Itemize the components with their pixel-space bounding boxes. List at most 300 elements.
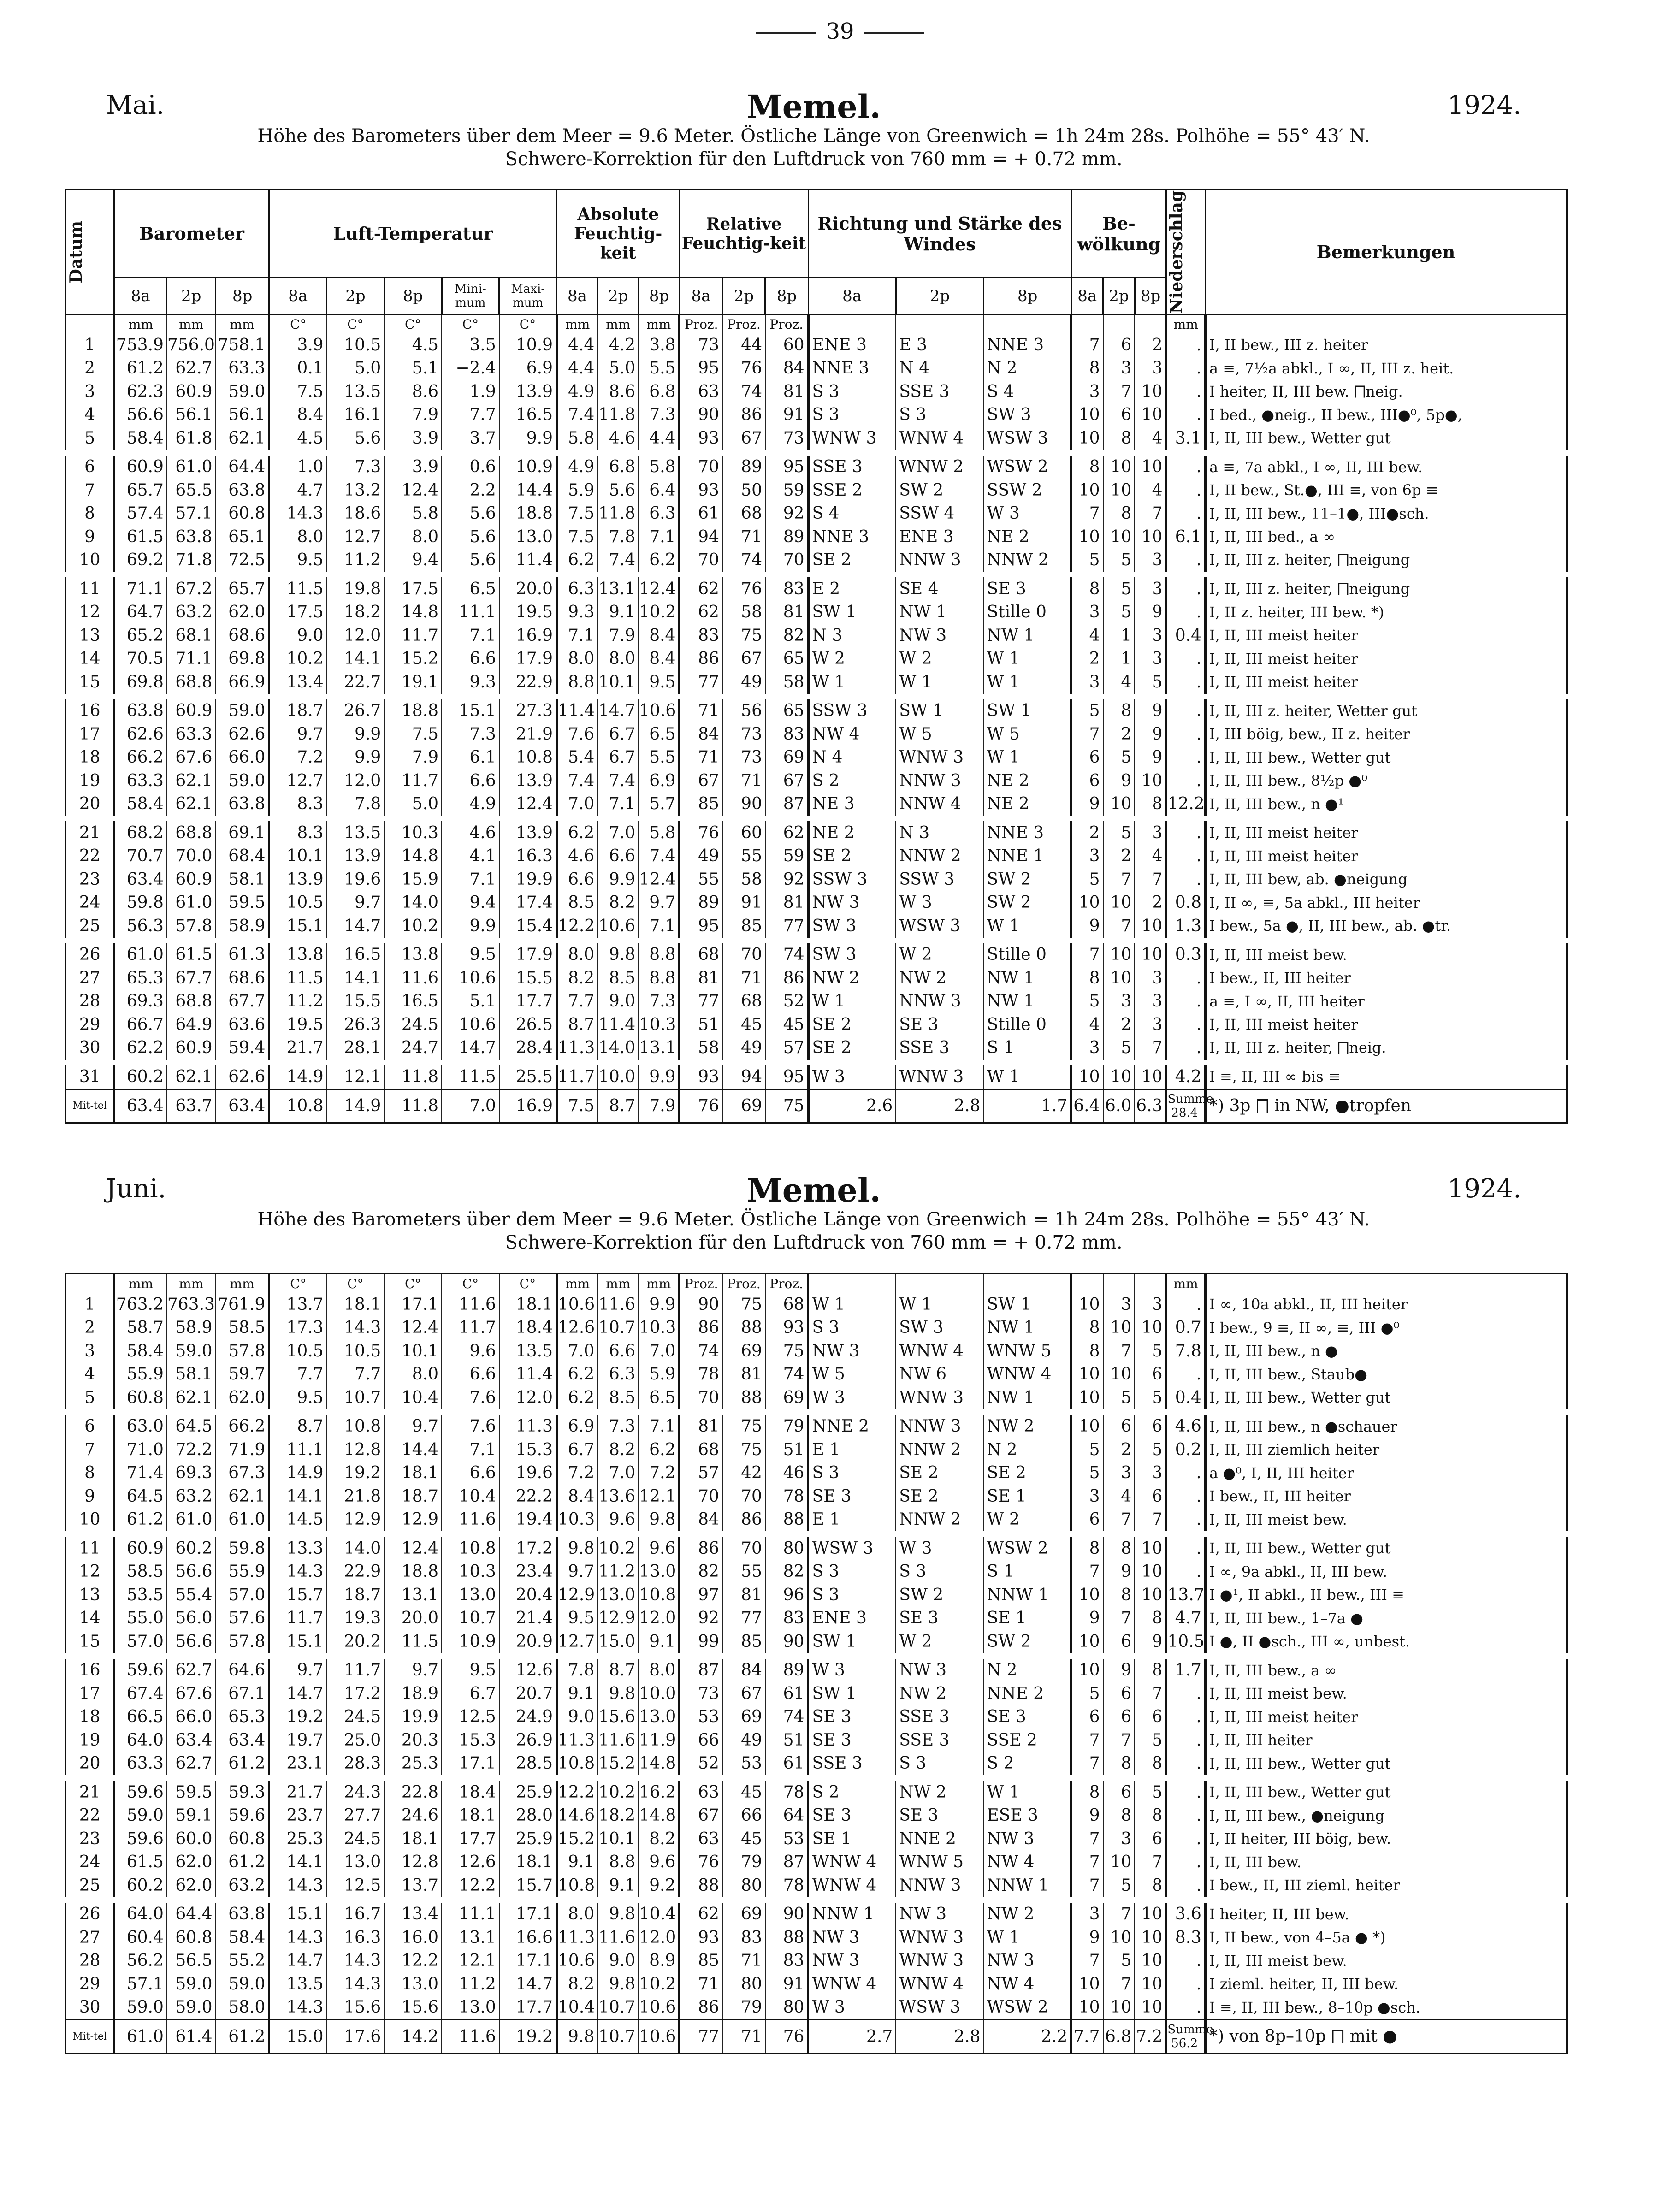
remark-cell: I, II, III bew, ab. ●neigung — [1206, 868, 1567, 891]
value-cell: 10.9 — [442, 1630, 499, 1656]
table-row — [65, 966, 1567, 990]
value-cell: 17.2 — [327, 1682, 385, 1705]
value-cell: 56.6 — [167, 1630, 216, 1656]
value-cell: 1 — [1103, 647, 1135, 671]
value-cell: 62.1 — [167, 793, 216, 819]
table-row — [65, 1534, 1567, 1560]
value-cell: 63.2 — [167, 601, 216, 624]
value-cell: 9.5 — [557, 1607, 598, 1630]
value-cell: 84 — [765, 357, 808, 380]
table-row — [65, 941, 1567, 967]
value-cell: 56.2 — [114, 1949, 167, 1973]
value-cell: W 2 — [896, 1630, 983, 1656]
value-cell: 80 — [765, 1534, 808, 1560]
value-cell: 7 — [1071, 941, 1103, 967]
value-cell: 79 — [765, 1412, 808, 1438]
value-cell: 60.2 — [114, 1062, 167, 1089]
value-cell: 55 — [722, 1560, 765, 1584]
value-cell: 10.7 — [597, 1316, 639, 1340]
table-row — [65, 479, 1567, 502]
value-cell: 7.7 — [557, 990, 598, 1013]
value-cell: 4.5 — [384, 333, 442, 357]
value-cell: 11.8 — [597, 403, 639, 427]
value-cell: 88 — [765, 1508, 808, 1534]
value-cell: 1.9 — [442, 380, 499, 403]
mean-cell: 63.4 — [216, 1089, 269, 1123]
value-cell: 6 — [1103, 403, 1135, 427]
value-cell: W 3 — [808, 1656, 896, 1682]
value-cell: NE 2 — [808, 818, 896, 845]
value-cell: 5 — [1071, 990, 1103, 1013]
value-cell: 20.0 — [384, 1607, 442, 1630]
value-cell: 25.0 — [327, 1728, 385, 1752]
value-cell: 8 — [1135, 1752, 1166, 1778]
value-cell: 5.8 — [384, 502, 442, 526]
value-cell: 6 — [1103, 1705, 1135, 1729]
value-cell: 63 — [680, 1778, 722, 1804]
dash-right — [864, 32, 924, 34]
value-cell: 12.4 — [384, 1316, 442, 1340]
value-cell: SW 3 — [808, 914, 896, 941]
subheader-cell: 8p — [384, 278, 442, 314]
value-cell: 89 — [765, 1656, 808, 1682]
value-cell: 10 — [1071, 1630, 1103, 1656]
value-cell: 64.9 — [167, 1013, 216, 1036]
gravity-correction: Schwere-Korrektion für den Luftdruck von 760 mm = + 0.72 mm. — [505, 148, 1123, 170]
value-cell: SE 3 — [896, 1804, 983, 1828]
value-cell: 14.3 — [269, 1926, 327, 1949]
value-cell: W 1 — [984, 1778, 1071, 1804]
value-cell: 10.8 — [639, 1583, 680, 1607]
value-cell: . — [1166, 1949, 1206, 1973]
value-cell: 11.6 — [384, 966, 442, 990]
value-cell: 70 — [680, 549, 722, 575]
value-cell: 59.0 — [216, 769, 269, 793]
mean-cell: *) von 8p–10p ⨅ mit ● — [1205, 2020, 1567, 2054]
remark-cell: I bew., 5a ●, II, III bew., ab. ●tr. — [1206, 914, 1567, 941]
value-cell: 67.3 — [216, 1462, 269, 1485]
value-cell: 13.0 — [442, 1583, 499, 1607]
value-cell: 5.9 — [639, 1363, 680, 1386]
value-cell: 59.8 — [216, 1534, 269, 1560]
value-cell: 6 — [1135, 1485, 1166, 1508]
value-cell: SSE 2 — [808, 479, 896, 502]
col-wind: Richtung und Stärke des Windes — [808, 190, 1071, 278]
value-cell: SSW 4 — [896, 502, 983, 526]
value-cell: 61.0 — [216, 1508, 269, 1534]
value-cell: 56.6 — [167, 1560, 216, 1584]
value-cell: 71 — [722, 1949, 765, 1973]
value-cell: 3.9 — [384, 453, 442, 479]
value-cell: 81 — [765, 601, 808, 624]
value-cell: 60.8 — [114, 1386, 167, 1412]
value-cell: 7 — [1135, 868, 1166, 891]
value-cell: 6.2 — [639, 1438, 680, 1462]
value-cell: 6 — [1071, 769, 1103, 793]
value-cell: 3.5 — [442, 333, 499, 357]
value-cell: 59.5 — [167, 1778, 216, 1804]
value-cell: . — [1166, 697, 1206, 723]
remark-cell: I, II ∞, ≡, 5a abkl., III heiter — [1206, 891, 1567, 915]
table-row — [65, 818, 1567, 845]
value-cell: 88 — [722, 1316, 765, 1340]
value-cell: 10 — [1071, 403, 1103, 427]
day-cell: 23 — [65, 868, 114, 891]
value-cell: NNW 2 — [896, 1438, 983, 1462]
mean-cell: 69 — [722, 1089, 765, 1123]
value-cell: 14.3 — [269, 1996, 327, 2020]
table-row — [65, 1438, 1567, 1462]
value-cell: 14.7 — [499, 1972, 557, 1996]
value-cell: . — [1166, 1682, 1206, 1705]
day-cell: 15 — [65, 1630, 114, 1656]
value-cell: 58.5 — [216, 1316, 269, 1340]
value-cell: WNW 4 — [896, 426, 983, 453]
value-cell: 66.2 — [216, 1412, 269, 1438]
value-cell: 11.1 — [269, 1438, 327, 1462]
value-cell: 14.8 — [384, 845, 442, 868]
value-cell: 3 — [1071, 1900, 1103, 1926]
remark-cell: I heiter, II, III bew. — [1205, 1900, 1567, 1926]
value-cell: 10 — [1135, 1900, 1166, 1926]
value-cell: 67.7 — [216, 990, 269, 1013]
value-cell: NNW 3 — [896, 1874, 983, 1900]
value-cell: 7 — [1103, 1900, 1135, 1926]
value-cell: NW 3 — [808, 1926, 896, 1949]
value-cell: 8.2 — [597, 891, 639, 915]
value-cell: 9.9 — [639, 1293, 680, 1316]
value-cell: 7.1 — [442, 624, 499, 647]
value-cell: 10.0 — [639, 1682, 680, 1705]
value-cell: 12.0 — [639, 1926, 680, 1949]
day-cell: 28 — [65, 990, 114, 1013]
value-cell: 90 — [765, 1630, 808, 1656]
remark-cell: I ●¹, II abkl., II bew., III ≡ — [1205, 1583, 1567, 1607]
value-cell: 15.6 — [384, 1996, 442, 2020]
value-cell: 6.9 — [499, 357, 557, 380]
value-cell: WNW 5 — [984, 1339, 1071, 1363]
value-cell: 19.7 — [269, 1728, 327, 1752]
value-cell: 64 — [765, 1804, 808, 1828]
value-cell: 7 — [1103, 868, 1135, 891]
remark-cell: I, II, III bew. — [1205, 1851, 1567, 1874]
table-row — [65, 1293, 1567, 1316]
value-cell: 11.4 — [499, 1363, 557, 1386]
value-cell: 8.0 — [597, 647, 639, 671]
value-cell: 3 — [1103, 990, 1135, 1013]
mean-cell: 77 — [680, 2020, 722, 2054]
value-cell: 45 — [765, 1013, 808, 1036]
value-cell: 61.2 — [216, 1851, 269, 1874]
value-cell: 90 — [765, 1900, 808, 1926]
unit-cell: Proz. — [680, 314, 722, 334]
month-title: Juni. — [106, 1174, 166, 1204]
value-cell: W 1 — [896, 1293, 983, 1316]
value-cell: 10.2 — [269, 647, 327, 671]
value-cell: 95 — [765, 1062, 808, 1089]
value-cell: . — [1166, 769, 1206, 793]
value-cell: 17.1 — [442, 1752, 499, 1778]
value-cell: 14.7 — [269, 1949, 327, 1973]
value-cell: 57.8 — [167, 914, 216, 941]
value-cell: 13.8 — [269, 941, 327, 967]
value-cell: SW 3 — [896, 1316, 983, 1340]
value-cell: 2 — [1135, 333, 1166, 357]
value-cell: S 4 — [808, 502, 896, 526]
value-cell: 25.3 — [384, 1752, 442, 1778]
value-cell: 62.3 — [114, 380, 167, 403]
value-cell: 10.6 — [639, 1996, 680, 2020]
value-cell: 86 — [722, 1508, 765, 1534]
value-cell: N 2 — [984, 1438, 1071, 1462]
value-cell: 10.6 — [442, 966, 499, 990]
value-cell: W 2 — [984, 1508, 1071, 1534]
value-cell: 9.7 — [384, 1656, 442, 1682]
value-cell: 24.9 — [499, 1705, 557, 1729]
value-cell: 44 — [722, 333, 765, 357]
value-cell: 3 — [1135, 818, 1166, 845]
value-cell: 5.6 — [327, 426, 385, 453]
value-cell: . — [1166, 333, 1206, 357]
value-cell: 11.7 — [327, 1656, 385, 1682]
value-cell: 73 — [765, 426, 808, 453]
value-cell: 9.9 — [499, 426, 557, 453]
table-row — [65, 1462, 1567, 1485]
value-cell: 9.0 — [269, 624, 327, 647]
value-cell: 23.4 — [499, 1560, 557, 1584]
day-cell: 18 — [65, 746, 114, 770]
value-cell: 12.7 — [327, 525, 385, 549]
value-cell: 92 — [680, 1607, 722, 1630]
value-cell: S 3 — [896, 1560, 983, 1584]
value-cell: 60.9 — [114, 1534, 167, 1560]
value-cell: 62 — [680, 601, 722, 624]
value-cell: 61.5 — [114, 525, 167, 549]
mean-cell: 7.9 — [639, 1089, 680, 1123]
value-cell: 9.5 — [442, 1656, 499, 1682]
value-cell: 5 — [1071, 1682, 1103, 1705]
value-cell: 9.8 — [597, 1682, 639, 1705]
value-cell: 61.5 — [167, 941, 216, 967]
value-cell: 10 — [1103, 1363, 1135, 1386]
value-cell: 62.1 — [167, 769, 216, 793]
value-cell: SW 1 — [984, 1293, 1071, 1316]
value-cell: 93 — [765, 1316, 808, 1340]
value-cell: NNE 2 — [984, 1682, 1071, 1705]
value-cell: 67 — [765, 769, 808, 793]
table-row — [65, 1656, 1567, 1682]
remark-cell: I, II, III bew., n ●schauer — [1205, 1412, 1567, 1438]
value-cell: 59.0 — [216, 1972, 269, 1996]
table-row — [65, 1560, 1567, 1584]
value-cell: 63.8 — [216, 1900, 269, 1926]
value-cell: 10 — [1103, 941, 1135, 967]
value-cell: 55.2 — [216, 1949, 269, 1973]
value-cell: 6.9 — [639, 769, 680, 793]
value-cell: 14.4 — [499, 479, 557, 502]
value-cell: 13.1 — [384, 1583, 442, 1607]
value-cell: 12.4 — [639, 868, 680, 891]
value-cell: 62.0 — [167, 1874, 216, 1900]
value-cell: 71 — [680, 1972, 722, 1996]
value-cell: 12.1 — [327, 1062, 385, 1089]
value-cell: NW 3 — [984, 1827, 1071, 1851]
value-cell: WNW 3 — [896, 1062, 983, 1089]
value-cell: . — [1166, 574, 1206, 601]
value-cell: 57.8 — [216, 1630, 269, 1656]
value-cell: 10.2 — [597, 1534, 639, 1560]
value-cell: 56.5 — [167, 1949, 216, 1973]
value-cell: 61.2 — [114, 357, 167, 380]
value-cell: −2.4 — [442, 357, 499, 380]
table-row — [65, 601, 1567, 624]
value-cell: 9 — [1103, 1560, 1135, 1584]
value-cell: 6.2 — [557, 549, 598, 575]
value-cell: 85 — [680, 1949, 722, 1973]
value-cell: 53 — [680, 1705, 722, 1729]
value-cell: SE 3 — [808, 1705, 896, 1729]
value-cell: 70 — [680, 1485, 722, 1508]
value-cell: 83 — [765, 1607, 808, 1630]
value-cell: 22.8 — [384, 1778, 442, 1804]
value-cell: 13.5 — [269, 1972, 327, 1996]
value-cell: 0.2 — [1166, 1438, 1206, 1462]
unit-cell: mm — [597, 314, 639, 334]
value-cell: 49 — [680, 845, 722, 868]
value-cell: 10 — [1103, 1851, 1135, 1874]
value-cell: 17.9 — [499, 647, 557, 671]
value-cell: 3 — [1135, 647, 1166, 671]
value-cell: 57 — [765, 1036, 808, 1063]
unit-cell — [984, 314, 1071, 334]
value-cell: 1.3 — [1166, 914, 1206, 941]
value-cell: 17.1 — [499, 1900, 557, 1926]
value-cell: 7 — [1135, 1682, 1166, 1705]
value-cell: 12.6 — [499, 1656, 557, 1682]
value-cell: 0.1 — [269, 357, 327, 380]
value-cell: 59.6 — [114, 1827, 167, 1851]
value-cell: 3 — [1135, 357, 1166, 380]
unit-cell: Proz. — [722, 1273, 765, 1293]
value-cell: 3.9 — [269, 333, 327, 357]
value-cell: 9.4 — [384, 549, 442, 575]
value-cell: 5 — [1103, 1874, 1135, 1900]
value-cell: 7.8 — [597, 525, 639, 549]
value-cell: 10 — [1071, 1412, 1103, 1438]
value-cell: 80 — [722, 1874, 765, 1900]
value-cell: 9.9 — [597, 868, 639, 891]
value-cell: 3 — [1103, 1293, 1135, 1316]
value-cell: 3 — [1071, 601, 1103, 624]
unit-cell — [1103, 1273, 1135, 1293]
value-cell: 8.0 — [384, 1363, 442, 1386]
value-cell: . — [1166, 1560, 1206, 1584]
subheader-cell: 8p — [765, 278, 808, 314]
value-cell: 51 — [765, 1438, 808, 1462]
value-cell: 59 — [765, 845, 808, 868]
value-cell: 22.9 — [327, 1560, 385, 1584]
value-cell: 18.7 — [384, 1485, 442, 1508]
value-cell: . — [1166, 1851, 1206, 1874]
value-cell: W 1 — [984, 1062, 1071, 1089]
value-cell: 0.3 — [1166, 941, 1206, 967]
value-cell: 8 — [1103, 1752, 1135, 1778]
value-cell: 12.6 — [557, 1316, 598, 1340]
subheader-cell: Mini-mum — [442, 278, 499, 314]
value-cell: 85 — [722, 914, 765, 941]
unit-cell: mm — [216, 1273, 269, 1293]
value-cell: 59.6 — [114, 1656, 167, 1682]
value-cell: 13.7 — [384, 1874, 442, 1900]
subheader-cell: 2p — [327, 278, 385, 314]
mean-cell: 63.7 — [167, 1089, 216, 1123]
value-cell: 75 — [722, 1438, 765, 1462]
unit-cell: Proz. — [765, 1273, 808, 1293]
value-cell: 19.2 — [269, 1705, 327, 1729]
value-cell: 16.5 — [499, 403, 557, 427]
value-cell: SSE 2 — [984, 1728, 1071, 1752]
value-cell: 80 — [765, 1996, 808, 2020]
value-cell: 10 — [1071, 1972, 1103, 1996]
value-cell: 63 — [680, 380, 722, 403]
value-cell: 82 — [765, 1560, 808, 1584]
remark-cell: I, II, III z. heiter, ⨅neig. — [1206, 1036, 1567, 1063]
mean-cell: 2.6 — [808, 1089, 896, 1123]
value-cell: 5 — [1103, 1949, 1135, 1973]
value-cell: 71.4 — [114, 1462, 167, 1485]
mean-cell: 2.7 — [808, 2020, 896, 2054]
value-cell: 95 — [765, 453, 808, 479]
value-cell: 19.1 — [384, 670, 442, 697]
value-cell: 8.3 — [269, 818, 327, 845]
value-cell: 67 — [722, 647, 765, 671]
remark-cell: I, II, III z. heiter, Wetter gut — [1206, 697, 1567, 723]
value-cell: 14.1 — [327, 966, 385, 990]
value-cell: 10.4 — [557, 1996, 598, 2020]
value-cell: 13.5 — [499, 1339, 557, 1363]
value-cell: 7 — [1103, 1972, 1135, 1996]
value-cell: 70 — [765, 549, 808, 575]
value-cell: 76 — [680, 818, 722, 845]
value-cell: 6 — [1103, 1778, 1135, 1804]
subheader-cell: 8p — [984, 278, 1071, 314]
value-cell: 61.2 — [216, 1752, 269, 1778]
table-row — [65, 769, 1567, 793]
unit-cell: Proz. — [765, 314, 808, 334]
unit-cell — [65, 314, 114, 334]
value-cell: 12.5 — [442, 1705, 499, 1729]
value-cell: 10.1 — [597, 1827, 639, 1851]
unit-cell: C° — [327, 314, 385, 334]
value-cell: 72.5 — [216, 549, 269, 575]
value-cell: NNW 2 — [984, 549, 1071, 575]
value-cell: 8 — [1103, 697, 1135, 723]
value-cell: 10 — [1135, 453, 1166, 479]
value-cell: 5 — [1103, 1386, 1135, 1412]
remark-cell: I, II bew., III z. heiter — [1206, 333, 1567, 357]
value-cell: 91 — [765, 1972, 808, 1996]
value-cell: SE 3 — [984, 574, 1071, 601]
value-cell: 6.9 — [557, 1412, 598, 1438]
value-cell: 10.2 — [639, 601, 680, 624]
value-cell: E 1 — [808, 1508, 896, 1534]
day-cell: 7 — [65, 1438, 114, 1462]
remark-cell: I, II, III meist bew. — [1205, 1682, 1567, 1705]
value-cell: 10 — [1135, 914, 1166, 941]
value-cell: . — [1166, 479, 1206, 502]
value-cell: 10 — [1135, 380, 1166, 403]
value-cell: 17.1 — [384, 1293, 442, 1316]
